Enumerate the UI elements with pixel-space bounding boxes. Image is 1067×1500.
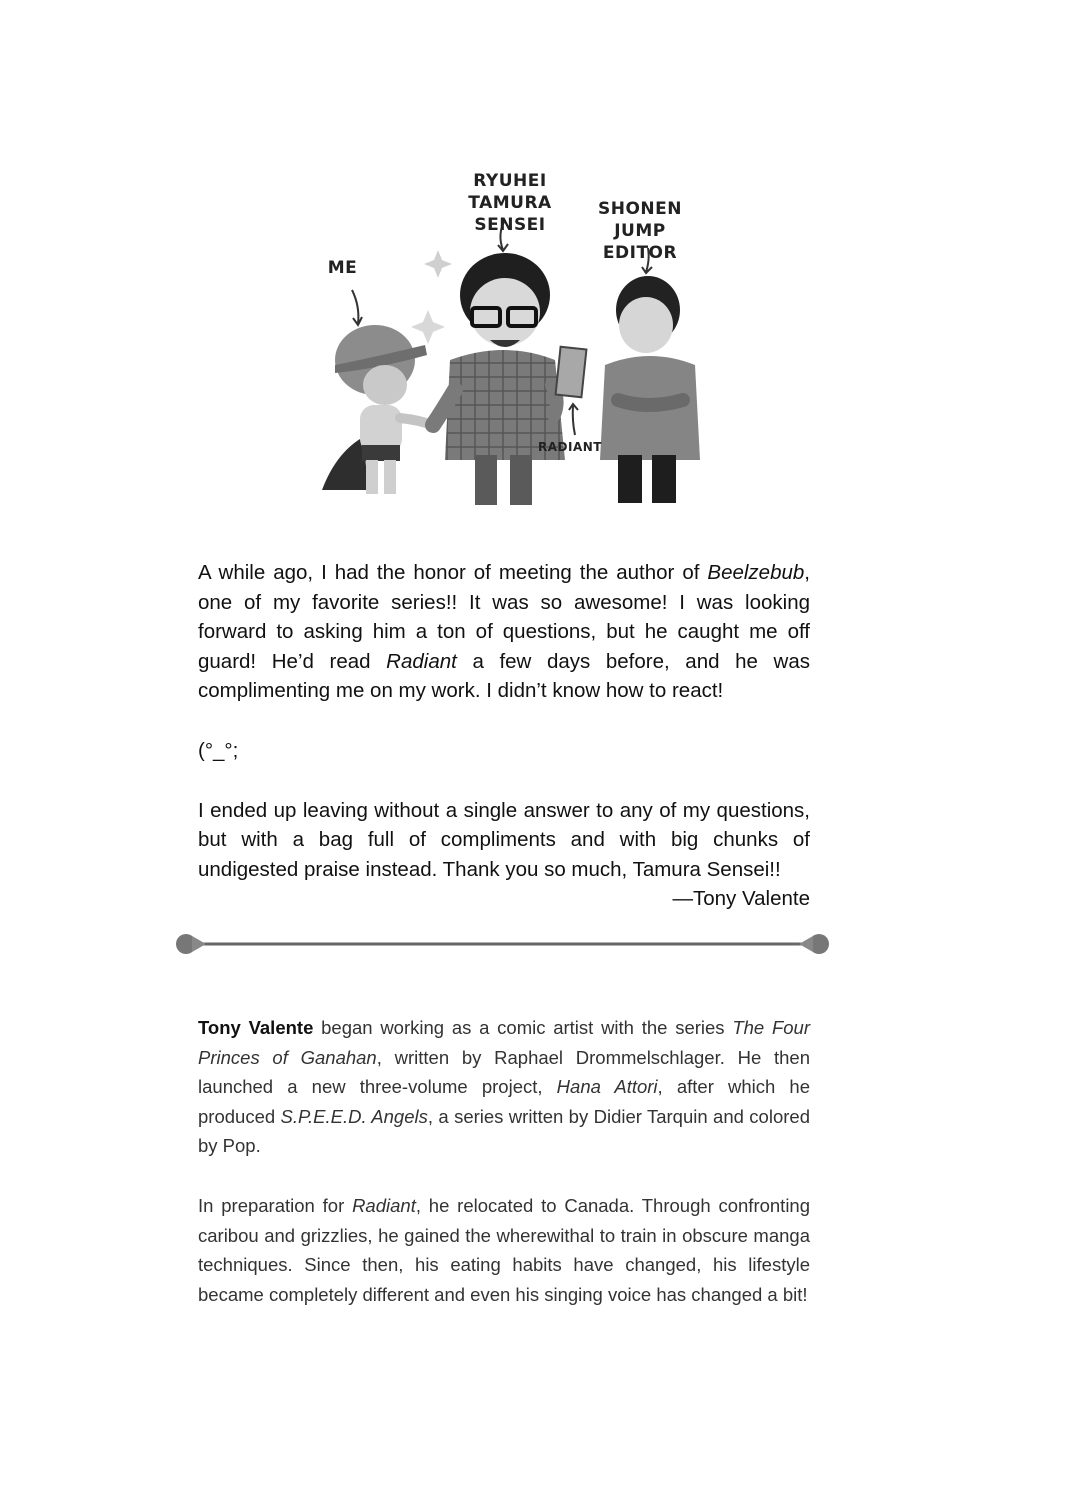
radiant-book	[556, 347, 587, 397]
author-note	[198, 558, 810, 914]
arrow-me-icon	[352, 290, 362, 325]
label-tamura: RYUHEI TAMURA SENSEI	[468, 171, 552, 235]
label-radiant: RADIANT	[538, 440, 602, 454]
bio-text: , he relocated to Canada. Through confronting caribou and grizzlies, he gained the wherewithal to train in obscure manga techniques. Since then, his eating habits have changed, his lifestyle became completely different and even his singing voice has changed a bit!	[198, 1194, 811, 1305]
tamura-character	[433, 253, 586, 505]
sparkle-icon	[424, 250, 452, 278]
bio-text: began working as a comic artist with the series	[313, 1017, 733, 1038]
bio-text: , after which he produced	[198, 1076, 811, 1127]
author-bio	[198, 1013, 810, 1339]
title-radiant: Radiant	[352, 1194, 416, 1216]
label-me: ME	[327, 258, 358, 278]
bio-text: , written by Raphael Drommelschlager. He then launched a new three-volume project,	[198, 1046, 810, 1098]
editor-character	[600, 276, 700, 503]
title-beelzebub: Beelzebub	[707, 561, 805, 584]
arrow-radiant-icon	[569, 404, 578, 435]
note-text: A while ago, I had the honor of meeting the author of	[198, 561, 708, 584]
title-radiant: Radiant	[386, 649, 457, 673]
sparkle-icon	[411, 310, 445, 344]
bio-paragraph-1	[198, 1013, 810, 1161]
label-editor: SHONEN JUMP EDITOR	[598, 199, 682, 263]
note-paragraph-2: I ended up leaving without a single answer to any of my questions, but with a bag full of compliments and with big chunks of undigested praise instead. Thank you so much, Tamura Sensei!!	[198, 798, 810, 881]
note-text: , one of my favorite series!! It was so awesome! I was looking forward to asking him a ton of questions, but he caught me off guard! He’d read	[198, 561, 810, 673]
note-paragraph-1	[198, 558, 810, 706]
bio-text: , a series written by Didier Tarquin and colored by Pop.	[198, 1105, 810, 1157]
me-character	[322, 325, 435, 494]
title-hana-attori: Hana Attori	[556, 1076, 658, 1098]
ornamental-divider	[170, 930, 835, 958]
emoticon: (°_°;	[198, 738, 239, 762]
bio-text: In preparation for	[198, 1194, 353, 1216]
title-four-princes: The Four Princes of Ganahan	[198, 1017, 810, 1068]
note-text: a few days before, and he was complimenting me on my work. I didn’t know how to react!	[198, 649, 810, 703]
author-name: Tony Valente	[198, 1017, 314, 1038]
bio-paragraph-2	[198, 1191, 810, 1309]
signature: —Tony Valente	[672, 887, 810, 911]
title-speed-angels: S.P.E.E.D. Angels	[280, 1105, 428, 1127]
illustration	[300, 160, 740, 520]
